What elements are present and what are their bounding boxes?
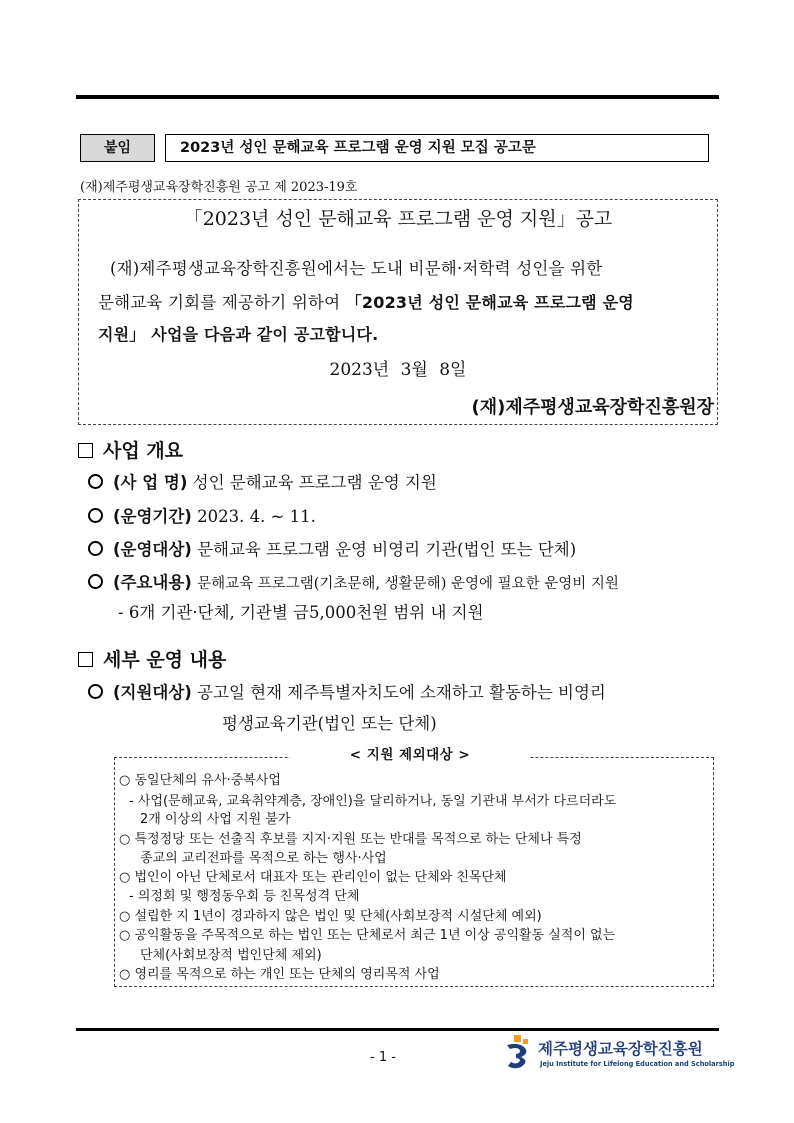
top-rule (76, 95, 719, 99)
circle-bullet-icon (88, 684, 103, 699)
item-value: 문해교육 프로그램(기초문해, 생활문해) 운영에 필요한 운영비 지원 (197, 576, 619, 592)
overview-sub-item (118, 599, 484, 623)
exclusion-line: - 의정회 및 행정동우회 등 친목성격 단체 (129, 889, 360, 904)
exclusion-title: < 지원 제외대상 > (290, 743, 530, 763)
exclusion-line: ○ 특정정당 또는 선출직 후보를 지지·지원 또는 반대를 목적으로 하는 단체나 특정 (119, 832, 582, 847)
bottom-rule (76, 1028, 719, 1031)
item-label: (사 업 명) (113, 473, 188, 492)
notice-body-emphasis-2: 지원」 사업을 다음과 같이 공고합니다. (98, 325, 379, 344)
org-name: 제주평생교육장학진흥원 (538, 1040, 703, 1058)
overview-item-period (88, 503, 316, 527)
section-overview-title (78, 436, 183, 463)
notice-body-line-3 (98, 322, 716, 345)
item-label: (운영기간) (113, 507, 192, 526)
notice-body-text: 문해교육 기회를 제공하기 위하여 (98, 293, 346, 312)
overview-item-target (88, 536, 576, 560)
notice-signer: (재)제주평생교육장학진흥원장 (471, 397, 714, 418)
overview-item-content (88, 569, 619, 593)
org-english-name: Jeju Institute for Lifelong Education and Scholarship (540, 1060, 735, 1068)
circle-bullet-icon (88, 541, 103, 556)
item-value: 공고일 현재 제주특별자치도에 소재하고 활동하는 비영리 (197, 683, 606, 702)
circle-bullet-icon (88, 574, 103, 589)
page-number: - 1 - (370, 1050, 396, 1065)
exclusion-line: 2개 이상의 사업 지원 불가 (140, 812, 291, 827)
section-details-title (78, 645, 226, 672)
item-label: (주요내용) (113, 573, 192, 592)
exclusion-line: 종교의 교리전파를 목적으로 하는 행사·사업 (140, 851, 387, 866)
notice-body-line-2 (98, 289, 716, 313)
square-bullet-icon (78, 443, 93, 458)
details-item-target (88, 679, 606, 703)
notice-number: (재)제주평생교육장학진흥원 공고 제 2023-19호 (80, 180, 358, 195)
jeju-institute-logo-icon (504, 1033, 532, 1069)
exclusion-line: ○ 설립한 지 1년이 경과하지 않은 법인 및 단체(사회보장적 시설단체 예외) (119, 909, 542, 924)
notice-body-line-1: (재)제주평생교육장학진흥원에서는 도내 비문해·저학력 성인을 위한 (110, 259, 603, 278)
exclusion-line: ○ 공익활동을 주목적으로 하는 법인 또는 단체로서 최근 1년 이상 공익활동 실적이 없는 (119, 928, 616, 943)
notice-date: 2023년 3월 8일 (329, 360, 467, 380)
attachment-tag: 붙임 (80, 134, 155, 162)
details-item-target-cont (222, 710, 437, 734)
item-value: 평생교육기관(법인 또는 단체) (222, 714, 437, 733)
notice-body-emphasis: 「2023년 성인 문해교육 프로그램 운영 (345, 293, 634, 312)
circle-bullet-icon (88, 474, 103, 489)
exclusion-line: ○ 영리를 목적으로 하는 개인 또는 단체의 영리목적 사업 (119, 967, 440, 982)
notice-heading: 「2023년 성인 문해교육 프로그램 운영 지원」공고 (183, 208, 613, 230)
exclusion-line: ○ 법인이 아닌 단체로서 대표자 또는 관리인이 없는 단체와 친목단체 (119, 870, 507, 885)
exclusion-line: ○ 동일단체의 유사·중복사업 (119, 773, 281, 788)
item-value: 2023. 4. ~ 11. (197, 507, 316, 526)
sub-item-text: - 6개 기관·단체, 기관별 금5,000천원 범위 내 지원 (118, 603, 484, 622)
circle-bullet-icon (88, 508, 103, 523)
document-title: 2023년 성인 문해교육 프로그램 운영 지원 모집 공고문 (165, 134, 709, 162)
exclusion-line: - 사업(문해교육, 교육취약계층, 장애인)을 달리하거나, 동일 기관내 부서가 다르더라도 (129, 794, 617, 809)
section-title-text: 사업 개요 (103, 440, 184, 462)
item-value: 성인 문해교육 프로그램 운영 지원 (192, 473, 437, 492)
item-value: 문해교육 프로그램 운영 비영리 기관(법인 또는 단체) (197, 540, 577, 559)
item-label: (운영대상) (113, 540, 192, 559)
exclusion-line: 단체(사회보장적 법인단체 제외) (140, 948, 322, 963)
section-title-text: 세부 운영 내용 (103, 649, 227, 671)
overview-item-name (88, 469, 437, 493)
item-label: (지원대상) (113, 683, 192, 702)
square-bullet-icon (78, 652, 93, 667)
